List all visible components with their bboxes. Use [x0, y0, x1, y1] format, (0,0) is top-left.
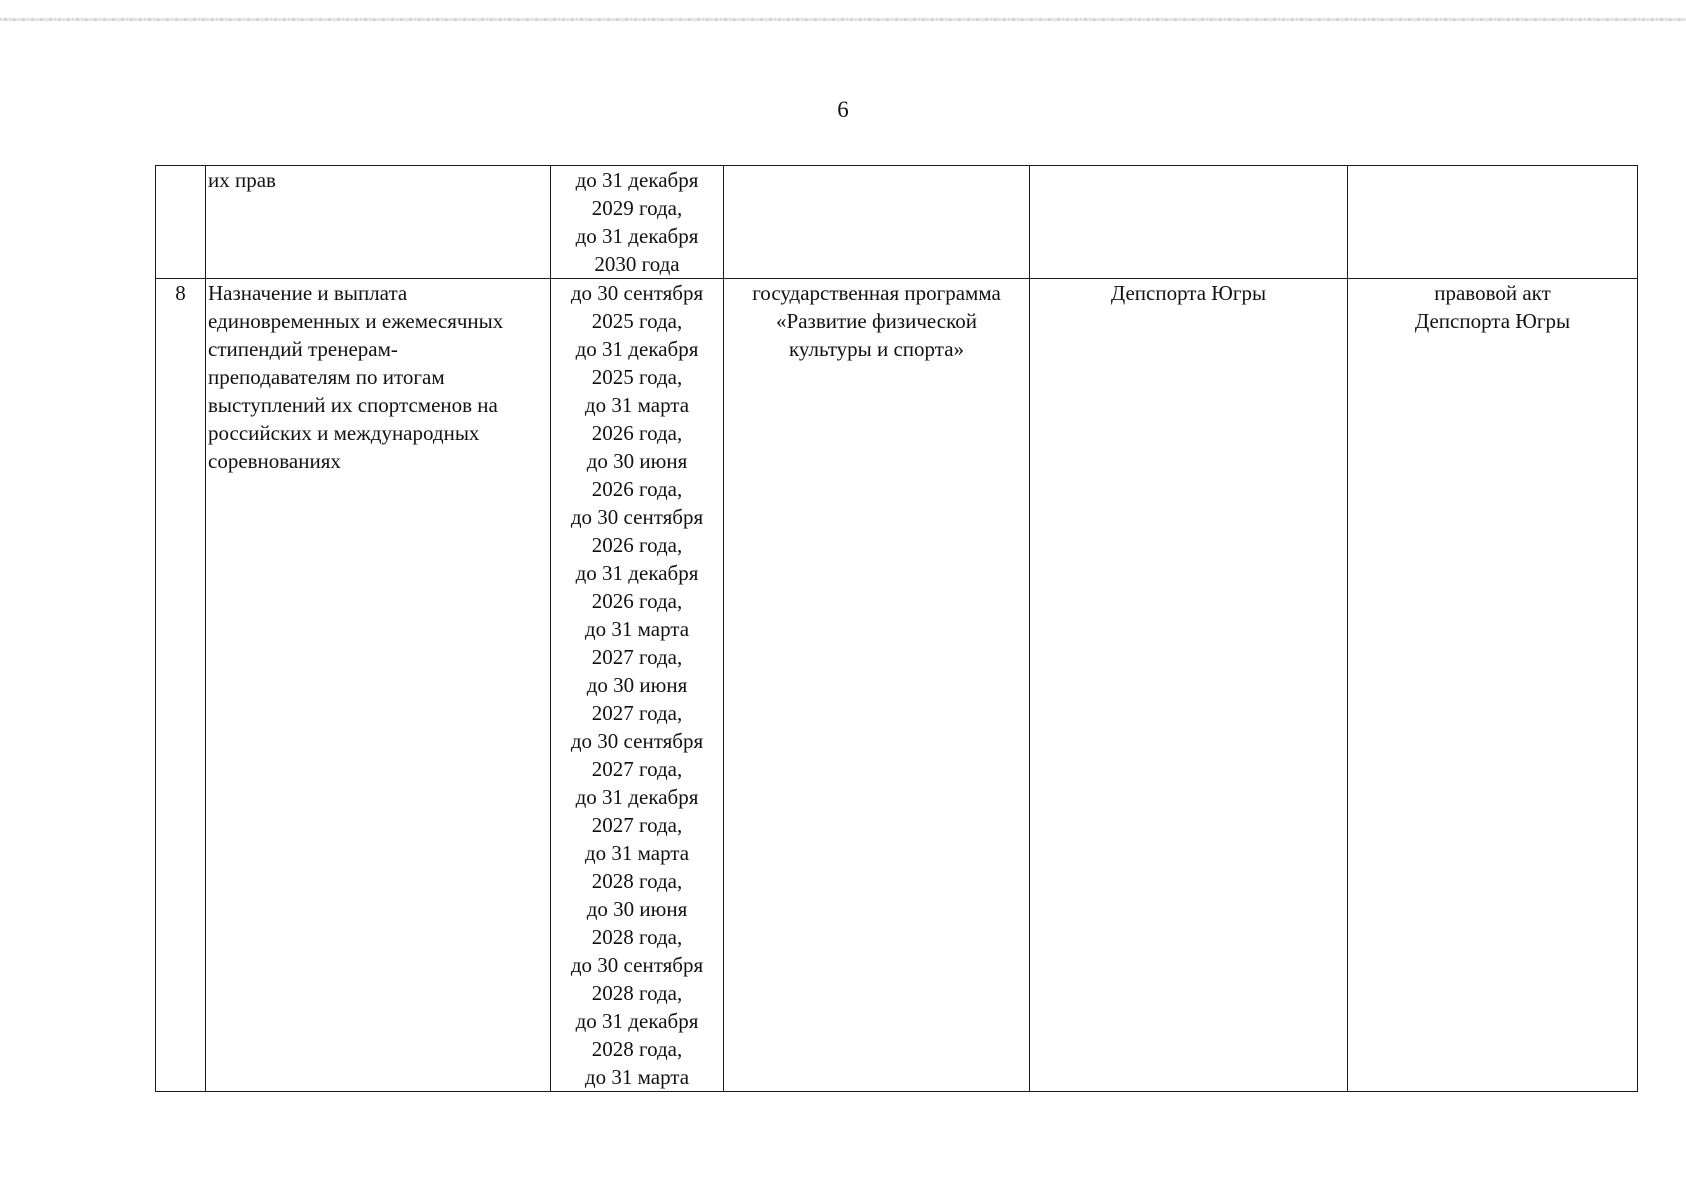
- measure-name-cell: [206, 279, 551, 1092]
- scan-edge-artifact: [0, 18, 1686, 21]
- cell-text-line: «Развитие физической: [776, 309, 977, 333]
- deadlines-cell: [551, 279, 724, 1092]
- cell-text-line: 2027 года,: [591, 813, 683, 837]
- cell-text-line: до 30 сентября: [570, 953, 704, 977]
- cell-text-line: 2025 года,: [591, 365, 683, 389]
- cell-text-line: до 31 декабря: [575, 224, 699, 248]
- cell-text-line: 2028 года,: [591, 869, 683, 893]
- row-number-cell: [156, 166, 206, 279]
- cell-text-line: культуры и спорта»: [788, 337, 965, 361]
- cell-text-line: до 31 декабря: [575, 1009, 699, 1033]
- cell-text-line: выступлений их спортсменов на: [208, 393, 498, 417]
- cell-text-line: до 31 марта: [584, 393, 690, 417]
- measures-table: [155, 165, 1638, 1092]
- cell-text-line: до 31 декабря: [575, 337, 699, 361]
- cell-text-line: до 30 сентября: [570, 505, 704, 529]
- cell-text-line: до 30 июня: [586, 673, 688, 697]
- cell-text-line: 2027 года,: [591, 645, 683, 669]
- cell-text-line: 2027 года,: [591, 757, 683, 781]
- cell-text-line: до 30 сентября: [570, 281, 704, 305]
- cell-text-line: 2026 года,: [591, 589, 683, 613]
- row-number-cell: 8: [156, 279, 206, 1092]
- cell-text-line: 2027 года,: [591, 701, 683, 725]
- cell-text-line: их прав: [208, 168, 276, 192]
- measure-name-cell: [206, 166, 551, 279]
- cell-text-line: 2029 года,: [591, 196, 683, 220]
- cell-text-line: до 30 июня: [586, 897, 688, 921]
- cell-text-line: 2030 года: [594, 252, 680, 276]
- result-cell: [1348, 166, 1638, 279]
- cell-text-line: 2028 года,: [591, 981, 683, 1005]
- cell-text-line: Назначение и выплата: [208, 281, 408, 305]
- cell-text-line: до 31 марта: [584, 1065, 690, 1089]
- responsible-cell: [1030, 166, 1348, 279]
- cell-text-line: 2026 года,: [591, 477, 683, 501]
- cell-text-line: Депспорта Югры: [1110, 281, 1267, 305]
- result-cell: [1348, 279, 1638, 1092]
- cell-text-line: до 31 декабря: [575, 785, 699, 809]
- cell-text-line: стипендий тренерам-: [208, 337, 398, 361]
- cell-text-line: до 30 июня: [586, 449, 688, 473]
- cell-text-line: до 31 марта: [584, 841, 690, 865]
- table-row: [156, 166, 1638, 279]
- cell-text-line: правовой акт: [1434, 281, 1551, 305]
- table-row: [156, 279, 1638, 1092]
- page-number: 6: [837, 97, 849, 122]
- cell-text-line: до 31 марта: [584, 617, 690, 641]
- program-cell: [724, 279, 1030, 1092]
- cell-text-line: 2028 года,: [591, 925, 683, 949]
- responsible-cell: [1030, 279, 1348, 1092]
- cell-text-line: 2025 года,: [591, 309, 683, 333]
- cell-text-line: до 31 декабря: [575, 561, 699, 585]
- cell-text-line: российских и международных: [208, 421, 480, 445]
- program-cell: [724, 166, 1030, 279]
- cell-text-line: 2028 года,: [591, 1037, 683, 1061]
- cell-text-line: до 31 декабря: [575, 168, 699, 192]
- cell-text-line: единовременных и ежемесячных: [208, 309, 504, 333]
- cell-text-line: до 30 сентября: [570, 729, 704, 753]
- cell-text-line: преподавателям по итогам: [208, 365, 445, 389]
- cell-text-line: 2026 года,: [591, 421, 683, 445]
- cell-text-line: 2026 года,: [591, 533, 683, 557]
- deadlines-cell: [551, 166, 724, 279]
- cell-text-line: государственная программа: [752, 281, 1001, 305]
- cell-text-line: соревнованиях: [208, 449, 341, 473]
- cell-text-line: Депспорта Югры: [1414, 309, 1571, 333]
